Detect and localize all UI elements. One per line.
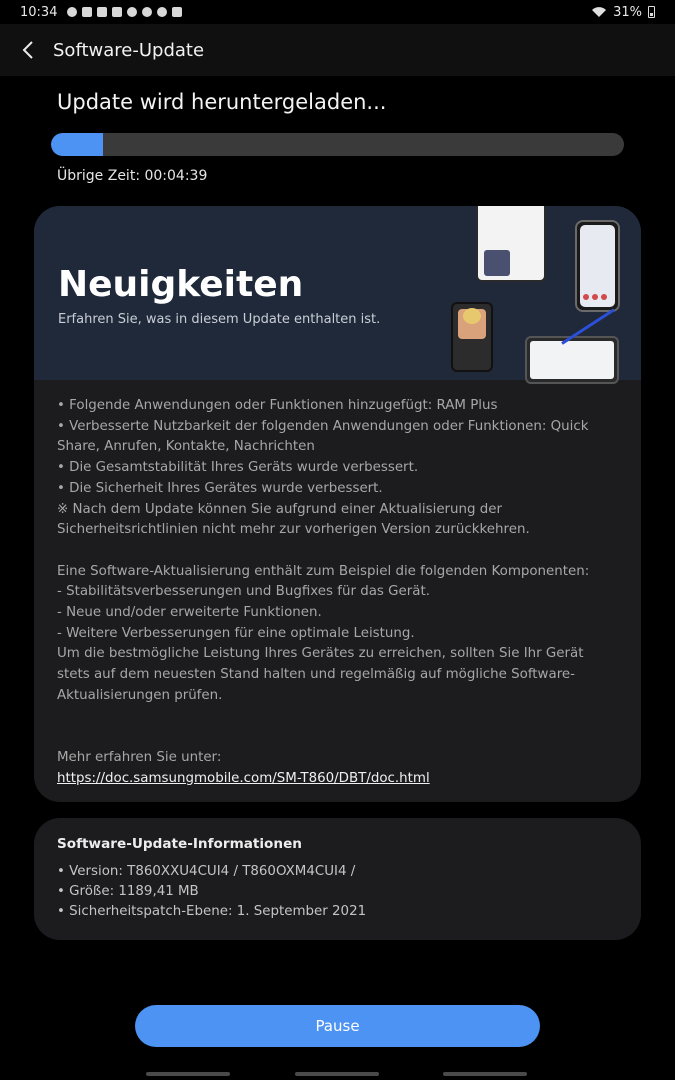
battery-percent: 31% [613, 4, 642, 20]
release-note: • Folgende Anwendungen oder Funktionen hinzugefügt: RAM Plus [57, 398, 498, 413]
status-bar [0, 0, 675, 24]
update-info-title: Software-Update-Informationen [57, 836, 302, 852]
more-info-label: Mehr erfahren Sie unter: [57, 749, 222, 765]
app-icon [112, 7, 122, 17]
update-advice: Um die bestmögliche Leistung Ihres Gerätes zu erreichen, sollten Sie Ihr Gerät stets auf dem neuesten Stand halten und regelmäßig auf mögliche Software-Aktualisierungen prüfen. [57, 646, 584, 703]
chrome-icon [142, 7, 152, 17]
whats-new-title: Neuigkeiten [58, 264, 304, 305]
facebook-icon [82, 7, 92, 17]
chrome-icon [157, 7, 167, 17]
chrome-icon [127, 7, 137, 17]
component-item: - Weitere Verbesserungen für eine optimale Leistung. [57, 625, 415, 641]
notification-icons [67, 7, 182, 17]
nav-handle-home[interactable] [295, 1072, 379, 1076]
back-button[interactable] [6, 28, 50, 72]
pause-button[interactable]: Pause [135, 1005, 540, 1047]
release-note: • Die Sicherheit Ihres Gerätes wurde verbessert. [57, 480, 383, 496]
download-progress-bar [51, 133, 624, 156]
update-version: • Version: T860XXU4CUI4 / T860OXM4CUI4 / [57, 864, 356, 879]
update-info-card [34, 818, 641, 940]
release-notes [34, 380, 641, 789]
nav-handle-back[interactable] [443, 1072, 527, 1076]
component-item: - Neue und/oder erweiterte Funktionen. [57, 605, 322, 621]
app-bar [0, 24, 675, 76]
navigation-bar [0, 1068, 675, 1080]
nav-handle-recents[interactable] [146, 1072, 230, 1076]
update-size: • Größe: 1189,41 MB [57, 884, 199, 899]
phone-illustration [575, 220, 620, 312]
wifi-icon [591, 6, 607, 18]
telegram-icon [67, 7, 77, 17]
whats-new-banner [34, 206, 641, 380]
component-item: - Stabilitätsverbesserungen und Bugfixes für das Gerät. [57, 584, 431, 600]
battery-icon [648, 6, 655, 18]
components-intro: Eine Software-Aktualisierung enthält zum Beispiel die folgenden Komponenten: [57, 563, 590, 579]
back-arrow-icon [21, 40, 35, 60]
download-progress-fill [51, 133, 103, 156]
release-note: ※ Nach dem Update können Sie aufgrund einer Aktualisierung der Sicherheitsrichtlinien nicht mehr zur vorherigen Version zurückkehren. [57, 501, 530, 538]
release-note: • Verbesserte Nutzbarkeit der folgenden Anwendungen oder Funktionen: Quick Share, Anrufen, Kontakte, Nachrichten [57, 418, 589, 455]
tablet-illustration [525, 336, 619, 384]
status-time: 10:34 [20, 4, 58, 20]
flip-phone-illustration [451, 302, 493, 372]
remaining-time: Übrige Zeit: 00:04:39 [57, 168, 208, 184]
phone-illustration [476, 206, 546, 282]
page-title: Software-Update [53, 39, 205, 61]
whats-new-subtitle: Erfahren Sie, was in diesem Update enthalten ist. [58, 312, 381, 327]
release-note: • Die Gesamtstabilität Ihres Geräts wurde verbessert. [57, 460, 419, 476]
release-notes-link[interactable]: https://doc.samsungmobile.com/SM-T860/DBT/doc.html [57, 770, 430, 786]
app-icon [97, 7, 107, 17]
whats-new-card[interactable] [34, 206, 641, 802]
download-status-title: Update wird heruntergeladen... [57, 90, 387, 114]
tools-icon [172, 7, 182, 17]
security-patch-level: • Sicherheitspatch-Ebene: 1. September 2021 [57, 904, 367, 919]
